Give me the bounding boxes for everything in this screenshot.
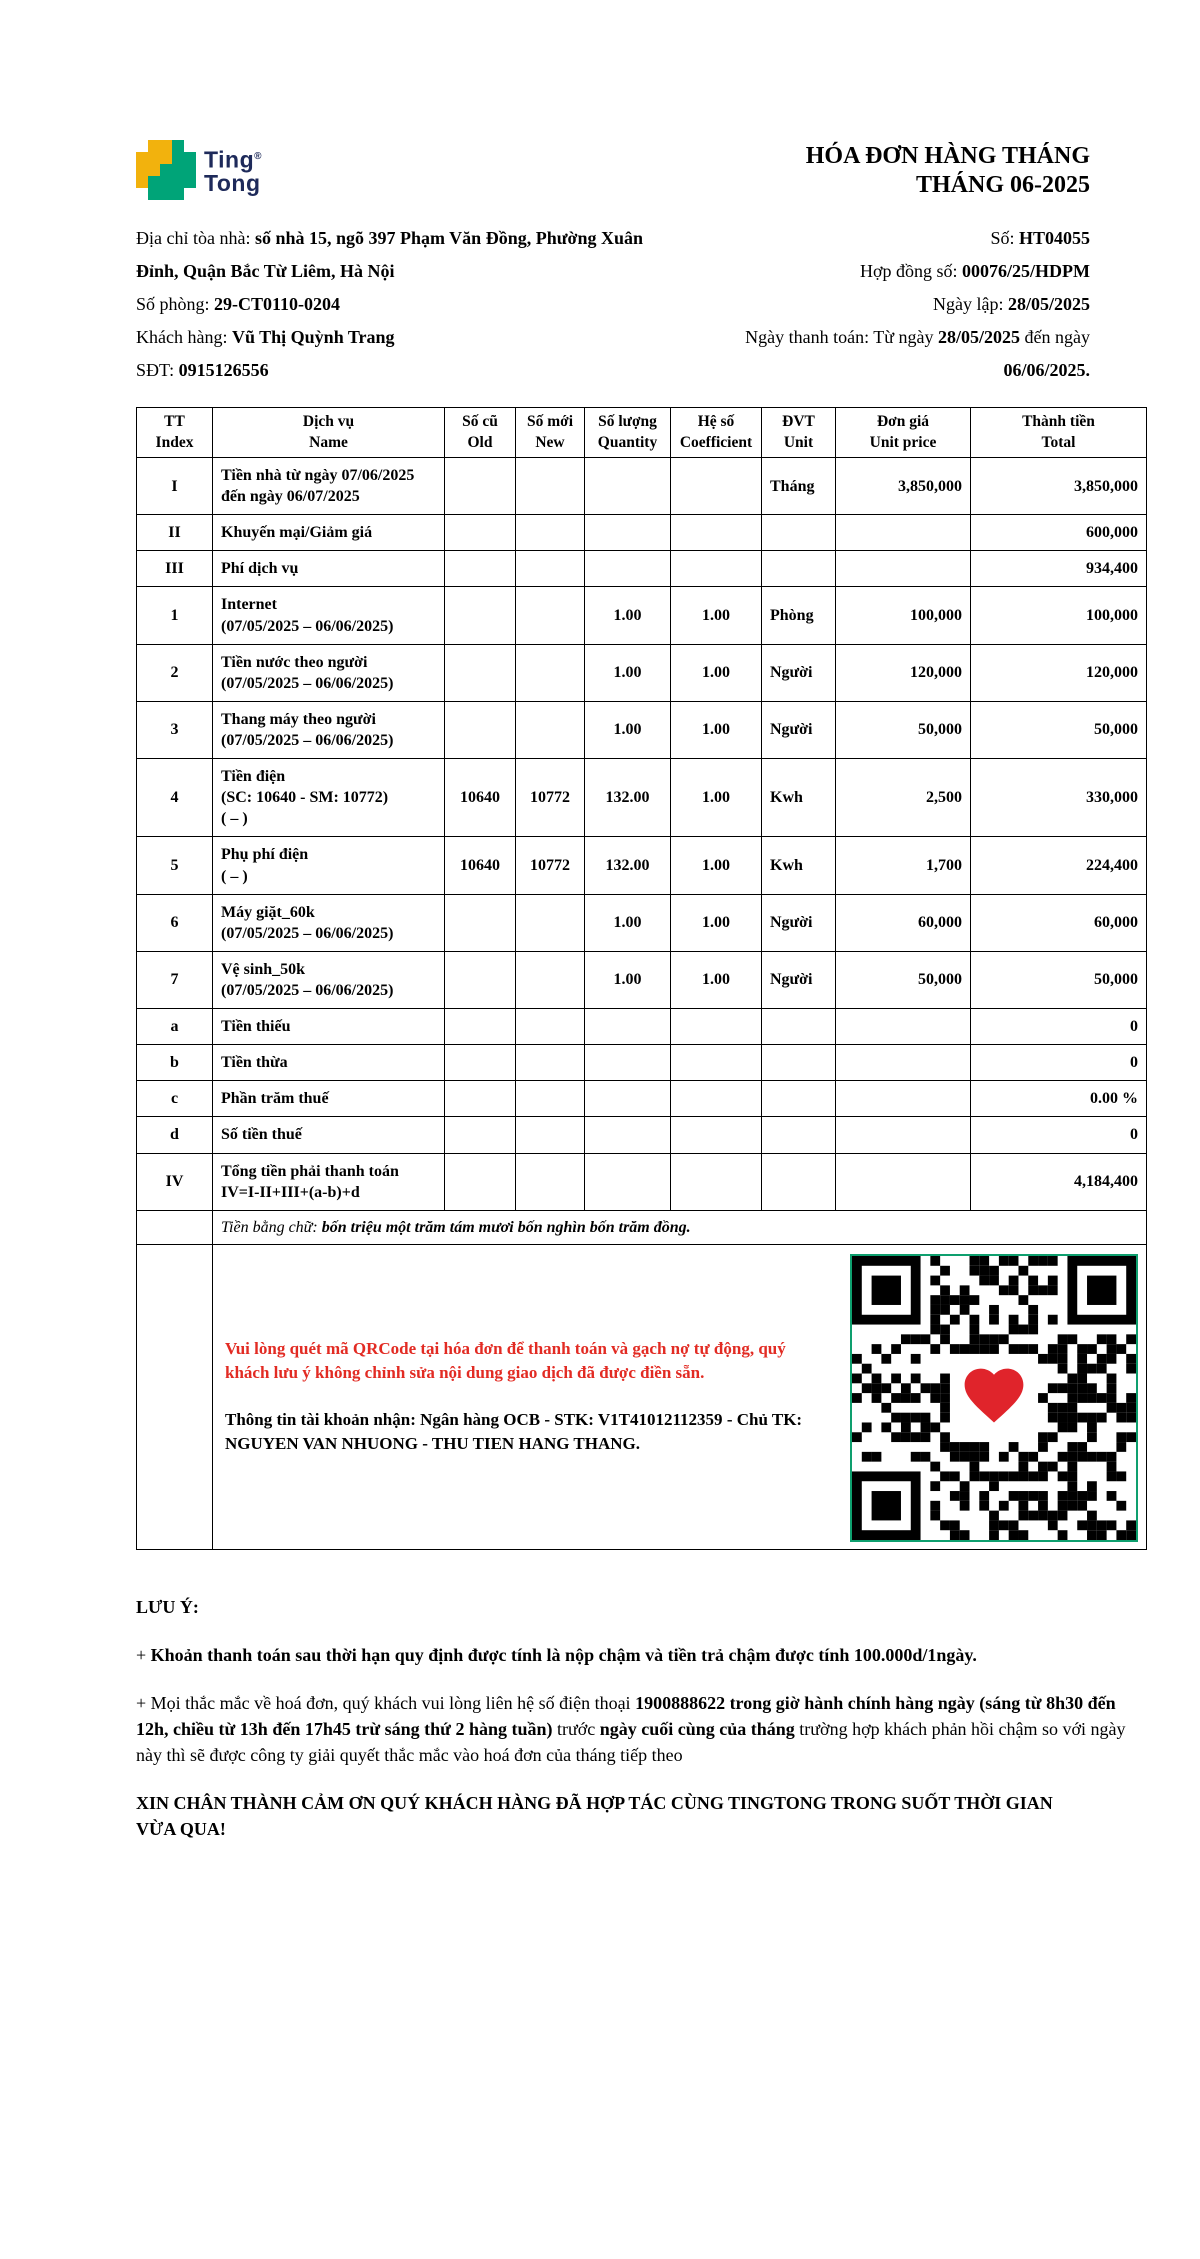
cell-index: III	[137, 551, 213, 587]
issue-date-value: 28/05/2025	[1007, 294, 1090, 314]
col-header-line: New	[535, 433, 565, 451]
col-header-line: Đơn giá	[876, 413, 930, 431]
account-holder: NGUYEN VAN NHUONG - THU TIEN HANG THANG	[225, 1434, 636, 1454]
invoice-row-II	[137, 515, 1147, 551]
invoice-row-IV	[137, 1153, 1147, 1210]
invoice-table-footer	[137, 1210, 1147, 1549]
amount-in-words	[213, 1210, 1147, 1244]
service-name-line: Tiền thiếu	[221, 1018, 291, 1036]
invoice-row-1	[137, 587, 1147, 644]
cell-qty	[585, 1045, 671, 1081]
payment-mid-text: đến ngày	[1020, 327, 1090, 347]
amount-in-words-row	[137, 1210, 1147, 1244]
invoice-header	[136, 140, 1146, 200]
note2-deadline: ngày cuối cùng của tháng	[599, 1719, 795, 1740]
tingtong-logo-icon	[136, 140, 196, 200]
cell-coef: 1.00	[671, 951, 762, 1008]
logo-pixel	[184, 188, 196, 200]
logo-pixel	[160, 140, 172, 152]
col-header-total	[971, 408, 1147, 458]
logo-pixel	[184, 152, 196, 164]
invoice-table-body	[137, 458, 1147, 1211]
cell-qty: 1.00	[585, 701, 671, 758]
cell-price: 100,000	[836, 587, 971, 644]
cell-index: IV	[137, 1153, 213, 1210]
cell-unit: Người	[762, 951, 836, 1008]
invoice-table	[136, 407, 1147, 1550]
billing-info-left	[136, 222, 676, 387]
cell-name	[213, 759, 445, 837]
cell-price	[836, 1081, 971, 1117]
cell-old	[445, 1009, 516, 1045]
service-name-line: (07/05/2025 – 06/06/2025)	[221, 981, 394, 999]
cell-old	[445, 951, 516, 1008]
customer-line	[136, 321, 676, 354]
qr-instructions	[221, 1337, 831, 1458]
cell-qty: 132.00	[585, 759, 671, 837]
cell-new	[516, 951, 585, 1008]
cell-qty	[585, 458, 671, 515]
col-header-line: Số lượng	[598, 413, 657, 431]
logo-pixel	[136, 164, 148, 176]
logo-word-1: Ting	[204, 146, 255, 173]
cell-total: 100,000	[971, 587, 1147, 644]
logo-pixel	[136, 152, 148, 164]
cell-coef	[671, 1045, 762, 1081]
cell-old: 10640	[445, 837, 516, 894]
service-name-line: Thang máy theo người	[221, 710, 376, 728]
cell-qty	[585, 1117, 671, 1153]
cell-qty	[585, 1153, 671, 1210]
cell-unit	[762, 1045, 836, 1081]
note1-prefix: +	[136, 1644, 151, 1665]
header-row	[137, 408, 1147, 458]
logo-word-2: Tong	[204, 170, 261, 197]
cell-price: 120,000	[836, 644, 971, 701]
note1-text: Khoản thanh toán sau thời hạn quy định được tính là nộp chậm và tiền trả chậm được tính 100.000d/1ngày.	[150, 1644, 977, 1665]
cell-new	[516, 1153, 585, 1210]
service-name-line: Phần trăm thuế	[221, 1090, 329, 1108]
amount-in-words-label: Tiền bằng chữ:	[221, 1218, 322, 1236]
cell-coef	[671, 1117, 762, 1153]
billing-info	[136, 222, 1146, 387]
cell-coef	[671, 1009, 762, 1045]
payment-label: Ngày thanh toán: Từ ngày	[745, 327, 938, 347]
logo-pixel	[172, 140, 184, 152]
col-header-quantity	[585, 408, 671, 458]
customer-value: Vũ Thị Quỳnh Trang	[231, 327, 395, 347]
cell-new	[516, 587, 585, 644]
cell-price	[836, 551, 971, 587]
col-header-line: TT	[164, 413, 185, 431]
cell-price	[836, 1117, 971, 1153]
qr-payment-row	[137, 1244, 1147, 1549]
cell-unit: Kwh	[762, 759, 836, 837]
cell-price: 50,000	[836, 951, 971, 1008]
cell-total: 0	[971, 1045, 1147, 1081]
cell-name	[213, 1045, 445, 1081]
service-name-line: đến ngày 06/07/2025	[221, 488, 360, 506]
logo-pixel	[136, 188, 148, 200]
qr-notice-red: Vui lòng quét mã QRCode tại hóa đơn để thanh toán và gạch nợ tự động, quý khách lưu ý không chỉnh sửa nội dung giao dịch đã được điền sẵn.	[225, 1338, 786, 1383]
cell-new	[516, 644, 585, 701]
invoice-row-4	[137, 759, 1147, 837]
notes-section	[136, 1594, 1146, 1843]
service-name-line: Tiền nhà từ ngày 07/06/2025	[221, 467, 415, 484]
cell-price: 60,000	[836, 894, 971, 951]
cell-unit: Người	[762, 644, 836, 701]
cell-total: 0	[971, 1009, 1147, 1045]
cell-qty: 1.00	[585, 951, 671, 1008]
invoice-title: HÓA ĐƠN HÀNG THÁNG THÁNG 06-2025	[805, 143, 1090, 198]
cell-coef: 1.00	[671, 701, 762, 758]
invoice-row-III	[137, 551, 1147, 587]
service-name-line: Tiền nước theo người	[221, 653, 368, 671]
cell-price	[836, 1045, 971, 1081]
cell-name	[213, 644, 445, 701]
cell-index: d	[137, 1117, 213, 1153]
issue-date-line	[676, 288, 1090, 321]
col-header-line: Số mới	[526, 413, 574, 431]
cell-price	[836, 515, 971, 551]
col-header-new	[516, 408, 585, 458]
invoice-row-c	[137, 1081, 1147, 1117]
invoice-row-I	[137, 458, 1147, 515]
cell-unit	[762, 551, 836, 587]
address-value: số nhà 15, ngõ 397 Phạm Văn Đồng, Phường Xuân Đỉnh, Quận Bắc Từ Liêm, Hà Nội	[136, 228, 644, 281]
service-name-line: (07/05/2025 – 06/06/2025)	[221, 674, 394, 692]
note2-part3: trường hợp khách phản hồi chậm so với ngày này thì sẽ được công ty giải quyết thắc mắc vào hoá đơn của tháng tiếp theo	[136, 1719, 1126, 1766]
cell-qty	[585, 1009, 671, 1045]
cell-index: 1	[137, 587, 213, 644]
cell-old	[445, 1153, 516, 1210]
cell-old	[445, 458, 516, 515]
cell-old	[445, 551, 516, 587]
cell-new	[516, 1081, 585, 1117]
col-header-unit	[762, 408, 836, 458]
service-name-line: Số tiền thuế	[221, 1126, 302, 1144]
logo-pixel	[136, 176, 148, 188]
service-name-line: Internet	[221, 596, 277, 614]
service-name-line: (07/05/2025 – 06/06/2025)	[221, 617, 394, 635]
cell-name	[213, 1009, 445, 1045]
cell-new	[516, 701, 585, 758]
phone-line	[136, 354, 676, 387]
invoice-row-6	[137, 894, 1147, 951]
col-header-index	[137, 408, 213, 458]
col-header-line: Thành tiền	[1022, 413, 1095, 431]
logo-pixel	[172, 188, 184, 200]
cell-coef: 1.00	[671, 644, 762, 701]
logo-pixel	[136, 140, 148, 152]
cell-new: 10772	[516, 759, 585, 837]
note2-part2: trước	[552, 1719, 600, 1740]
cell-price	[836, 1153, 971, 1210]
cell-total: 0	[971, 1117, 1147, 1153]
building-address-line	[136, 222, 676, 288]
cell-total: 120,000	[971, 644, 1147, 701]
qr-code	[852, 1256, 1136, 1540]
cell-coef	[671, 1081, 762, 1117]
cell-name	[213, 515, 445, 551]
phone-label: SĐT:	[136, 360, 179, 380]
logo-pixel	[148, 164, 160, 176]
cell-unit: Phòng	[762, 587, 836, 644]
col-header-line: ĐVT	[782, 413, 815, 431]
cell-old	[445, 1045, 516, 1081]
cell-name	[213, 587, 445, 644]
cell-empty	[137, 1244, 213, 1549]
cell-unit	[762, 1009, 836, 1045]
cell-qty	[585, 1081, 671, 1117]
cell-name	[213, 1117, 445, 1153]
bank-account-info	[225, 1408, 831, 1457]
cell-index: 7	[137, 951, 213, 1008]
cell-new	[516, 458, 585, 515]
cell-unit: Người	[762, 701, 836, 758]
issue-date-label: Ngày lập:	[933, 294, 1008, 314]
address-label: Địa chỉ tòa nhà:	[136, 228, 255, 248]
note-contact	[136, 1690, 1146, 1768]
cell-qty: 1.00	[585, 587, 671, 644]
cell-name	[213, 551, 445, 587]
payment-period-line	[676, 321, 1090, 387]
service-name-line: IV=I-II+III+(a-b)+d	[221, 1183, 360, 1201]
cell-coef	[671, 458, 762, 515]
service-name-line: ( – )	[221, 810, 248, 828]
invoice-row-2	[137, 644, 1147, 701]
service-name-line: (07/05/2025 – 06/06/2025)	[221, 924, 394, 942]
col-header-line: Unit price	[869, 433, 937, 451]
logo-pixel	[172, 164, 184, 176]
col-header-line: Coefficient	[679, 433, 753, 451]
logo-pixel	[148, 140, 160, 152]
cell-unit	[762, 1153, 836, 1210]
cell-new	[516, 1045, 585, 1081]
amount-in-words-value: bốn triệu một trăm tám mươi bốn nghìn bốn trăm đồng.	[321, 1218, 691, 1236]
logo-pixel	[160, 164, 172, 176]
col-header-name	[213, 408, 445, 458]
cell-coef	[671, 515, 762, 551]
logo-pixel	[184, 176, 196, 188]
cell-old	[445, 587, 516, 644]
cell-index: I	[137, 458, 213, 515]
cell-unit	[762, 1117, 836, 1153]
service-name-line: (07/05/2025 – 06/06/2025)	[221, 731, 394, 749]
cell-name	[213, 1153, 445, 1210]
cell-new: 10772	[516, 837, 585, 894]
cell-old	[445, 701, 516, 758]
cell-total: 50,000	[971, 701, 1147, 758]
cell-index: II	[137, 515, 213, 551]
account-number: V1T41012112359	[597, 1409, 723, 1429]
notes-title: LƯU Ý:	[136, 1596, 199, 1617]
cell-old	[445, 644, 516, 701]
contract-value: 00076/25/HDPM	[962, 261, 1090, 281]
invoice-row-b	[137, 1045, 1147, 1081]
cell-index: c	[137, 1081, 213, 1117]
cell-name	[213, 701, 445, 758]
logo-pixel	[160, 188, 172, 200]
cell-price	[836, 1009, 971, 1045]
cell-unit	[762, 515, 836, 551]
col-header-line: Unit	[783, 433, 814, 451]
billing-info-right	[676, 222, 1146, 387]
room-label: Số phòng:	[136, 294, 215, 314]
payment-from-date: 28/05/2025	[938, 327, 1021, 347]
logo-pixel	[172, 176, 184, 188]
cell-new	[516, 1009, 585, 1045]
invoice-number-value: HT04055	[1018, 228, 1090, 248]
col-header-line: Old	[467, 433, 493, 451]
logo-pixel	[172, 152, 184, 164]
cell-unit: Tháng	[762, 458, 836, 515]
note2-part1: + Mọi thắc mắc về hoá đơn, quý khách vui lòng liên hệ số điện thoại	[136, 1693, 636, 1714]
cell-new	[516, 515, 585, 551]
service-name-line: Tiền điện	[221, 768, 286, 786]
cell-name	[213, 837, 445, 894]
cell-coef: 1.00	[671, 759, 762, 837]
qr-payment-cell	[213, 1244, 1147, 1549]
logo-pixel	[160, 176, 172, 188]
cell-qty	[585, 515, 671, 551]
col-header-line: Số cũ	[462, 413, 498, 431]
cell-coef	[671, 551, 762, 587]
col-header-line: Hệ số	[697, 413, 735, 431]
cell-price: 1,700	[836, 837, 971, 894]
invoice-row-d	[137, 1117, 1147, 1153]
logo-pixel	[184, 164, 196, 176]
cell-price: 3,850,000	[836, 458, 971, 515]
logo-pixel	[160, 152, 172, 164]
logo-pixel	[148, 188, 160, 200]
service-name-line: Tổng tiền phải thanh toán	[221, 1162, 399, 1180]
cell-qty	[585, 551, 671, 587]
col-header-line: Quantity	[597, 433, 658, 451]
service-name-line: (SC: 10640 - SM: 10772)	[221, 789, 389, 807]
cell-coef: 1.00	[671, 587, 762, 644]
cell-index: 4	[137, 759, 213, 837]
col-header-line: Total	[1041, 433, 1076, 451]
cell-old	[445, 515, 516, 551]
cell-coef: 1.00	[671, 894, 762, 951]
payment-to-date: 06/06/2025.	[1003, 360, 1090, 380]
cell-total: 600,000	[971, 515, 1147, 551]
registered-mark: ®	[254, 150, 262, 162]
cell-name	[213, 894, 445, 951]
cell-coef: 1.00	[671, 837, 762, 894]
invoice-number-line	[676, 222, 1090, 255]
service-name-line: Máy giặt_60k	[221, 903, 315, 921]
col-header-coefficient	[671, 408, 762, 458]
col-header-line: Dịch vụ	[302, 413, 355, 431]
cell-total: 330,000	[971, 759, 1147, 837]
cell-coef	[671, 1153, 762, 1210]
col-header-line: Name	[309, 433, 348, 451]
cell-index: b	[137, 1045, 213, 1081]
cell-index: 3	[137, 701, 213, 758]
cell-unit: Kwh	[762, 837, 836, 894]
room-number-line	[136, 288, 676, 321]
cell-unit: Người	[762, 894, 836, 951]
cell-new	[516, 1117, 585, 1153]
account-end: .	[635, 1434, 640, 1454]
cell-new	[516, 551, 585, 587]
cell-name	[213, 951, 445, 1008]
cell-total: 934,400	[971, 551, 1147, 587]
cell-index: 6	[137, 894, 213, 951]
cell-old	[445, 1117, 516, 1153]
cell-unit	[762, 1081, 836, 1117]
cell-index: 2	[137, 644, 213, 701]
cell-total: 50,000	[971, 951, 1147, 1008]
service-name-line: Tiền thừa	[221, 1054, 288, 1072]
service-name-line: Phụ phí điện	[221, 846, 309, 864]
logo-pixel	[148, 176, 160, 188]
cell-qty: 132.00	[585, 837, 671, 894]
logo-pixel	[184, 140, 196, 152]
account-mid: - Chủ TK:	[722, 1409, 803, 1429]
qr-code-frame	[850, 1254, 1138, 1542]
cell-price: 2,500	[836, 759, 971, 837]
col-header-line: Index	[155, 433, 194, 451]
logo-pixel	[148, 152, 160, 164]
cell-price: 50,000	[836, 701, 971, 758]
contract-label: Hợp đồng số:	[859, 261, 962, 281]
cell-total: 60,000	[971, 894, 1147, 951]
customer-label: Khách hàng:	[136, 327, 232, 347]
service-name-line: Phí dịch vụ	[221, 560, 299, 578]
note2-hotline: 1900888622 trong giờ hành chính hàng ngày (sáng từ 8h30 đến 12h, chiều từ 13h đến 17h45 trừ sáng thứ 2 hàng tuần)	[136, 1693, 1116, 1740]
tingtong-logo	[136, 140, 262, 200]
invoice-table-header	[137, 408, 1147, 458]
invoice-number-label: Số:	[990, 228, 1019, 248]
account-prefix: Thông tin tài khoản nhận: Ngân hàng OCB - STK:	[225, 1409, 598, 1429]
service-name-line: ( – )	[221, 867, 248, 885]
cell-empty	[137, 1210, 213, 1244]
note-late-payment	[136, 1642, 1146, 1668]
cell-qty: 1.00	[585, 894, 671, 951]
service-name-line: Khuyến mại/Giảm giá	[221, 524, 373, 542]
service-name-line: Vệ sinh_50k	[221, 960, 306, 978]
cell-old: 10640	[445, 759, 516, 837]
cell-index: a	[137, 1009, 213, 1045]
invoice-row-5	[137, 837, 1147, 894]
room-value: 29-CT0110-0204	[214, 294, 341, 314]
cell-total: 0.00 %	[971, 1081, 1147, 1117]
tingtong-logo-text	[204, 145, 262, 196]
invoice-row-a	[137, 1009, 1147, 1045]
cell-new	[516, 894, 585, 951]
cell-qty: 1.00	[585, 644, 671, 701]
cell-old	[445, 894, 516, 951]
phone-value: 0915126556	[178, 360, 269, 380]
cell-total: 3,850,000	[971, 458, 1147, 515]
cell-old	[445, 1081, 516, 1117]
cell-name	[213, 458, 445, 515]
invoice-row-3	[137, 701, 1147, 758]
contract-line	[676, 255, 1090, 288]
col-header-old	[445, 408, 516, 458]
cell-index: 5	[137, 837, 213, 894]
thanks-message: XIN CHÂN THÀNH CẢM ƠN QUÝ KHÁCH HÀNG ĐÃ HỢP TÁC CÙNG TINGTONG TRONG SUỐT THỜI GIAN VỪA QUA!	[136, 1793, 1053, 1840]
invoice-row-7	[137, 951, 1147, 1008]
col-header-unit-price	[836, 408, 971, 458]
cell-total: 4,184,400	[971, 1153, 1147, 1210]
cell-name	[213, 1081, 445, 1117]
cell-total: 224,400	[971, 837, 1147, 894]
